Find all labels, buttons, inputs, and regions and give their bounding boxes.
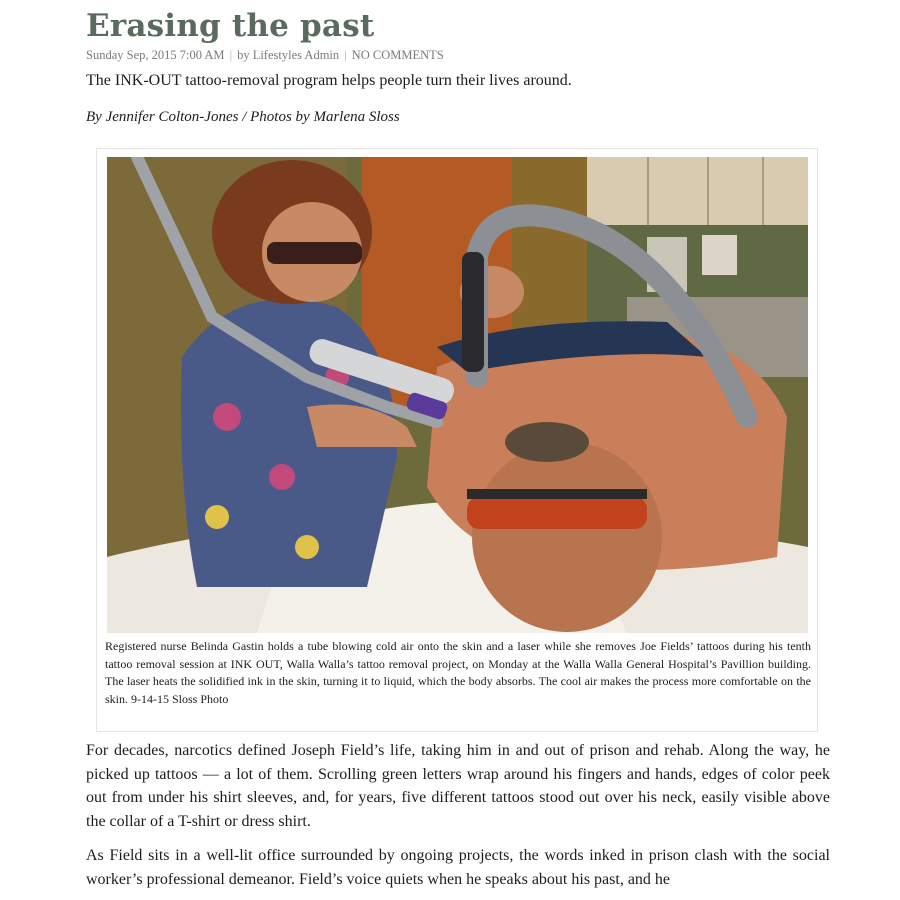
article-byline: By Jennifer Colton-Jones / Photos by Marlena Sloss: [86, 109, 400, 125]
article-meta: [86, 48, 444, 63]
article-photo[interactable]: [107, 157, 808, 633]
body-paragraph: As Field sits in a well-lit office surrounded by ongoing projects, the words inked in prison clash with the social worker’s professional demeanor. Field’s voice quiets when he speaks about his past, and he: [86, 847, 830, 888]
meta-separator: |: [344, 48, 347, 62]
photo-caption: Registered nurse Belinda Gastin holds a tube blowing cold air onto the skin and a laser while she removes Joe Fields’ tattoos during his tenth tattoo removal session at INK OUT, Walla Walla’s tattoo removal project, on Monday at the Walla Walla General Hospital’s Pavillion building. The laser heats the solidified ink in the skin, turning it to liquid, which the body absorbs. The cool air makes the process more comfortable on the skin. 9-14-15 Sloss Photo: [105, 639, 811, 706]
article-title[interactable]: Erasing the past: [86, 8, 375, 44]
body-paragraph: For decades, narcotics defined Joseph Field’s life, taking him in and out of prison and rehab. Along the way, he picked up tattoos — a lot of them. Scrolling green letters wrap around his fingers and hands, edges of color peek out from under his shirt sleeves, and, for years, five different tattoos stood out over his neck, easily visible above the collar of a T-shirt or dress shirt.: [86, 742, 830, 830]
article-subtitle: The INK-OUT tattoo-removal program helps people turn their lives around.: [86, 72, 572, 89]
meta-separator: |: [229, 48, 233, 62]
post-date: Sunday Sep, 2015 7:00 AM: [86, 48, 225, 62]
comments-link[interactable]: NO COMMENTS: [351, 48, 444, 62]
article-figure: [96, 148, 818, 732]
author-link[interactable]: by Lifestyles Admin: [237, 48, 340, 62]
